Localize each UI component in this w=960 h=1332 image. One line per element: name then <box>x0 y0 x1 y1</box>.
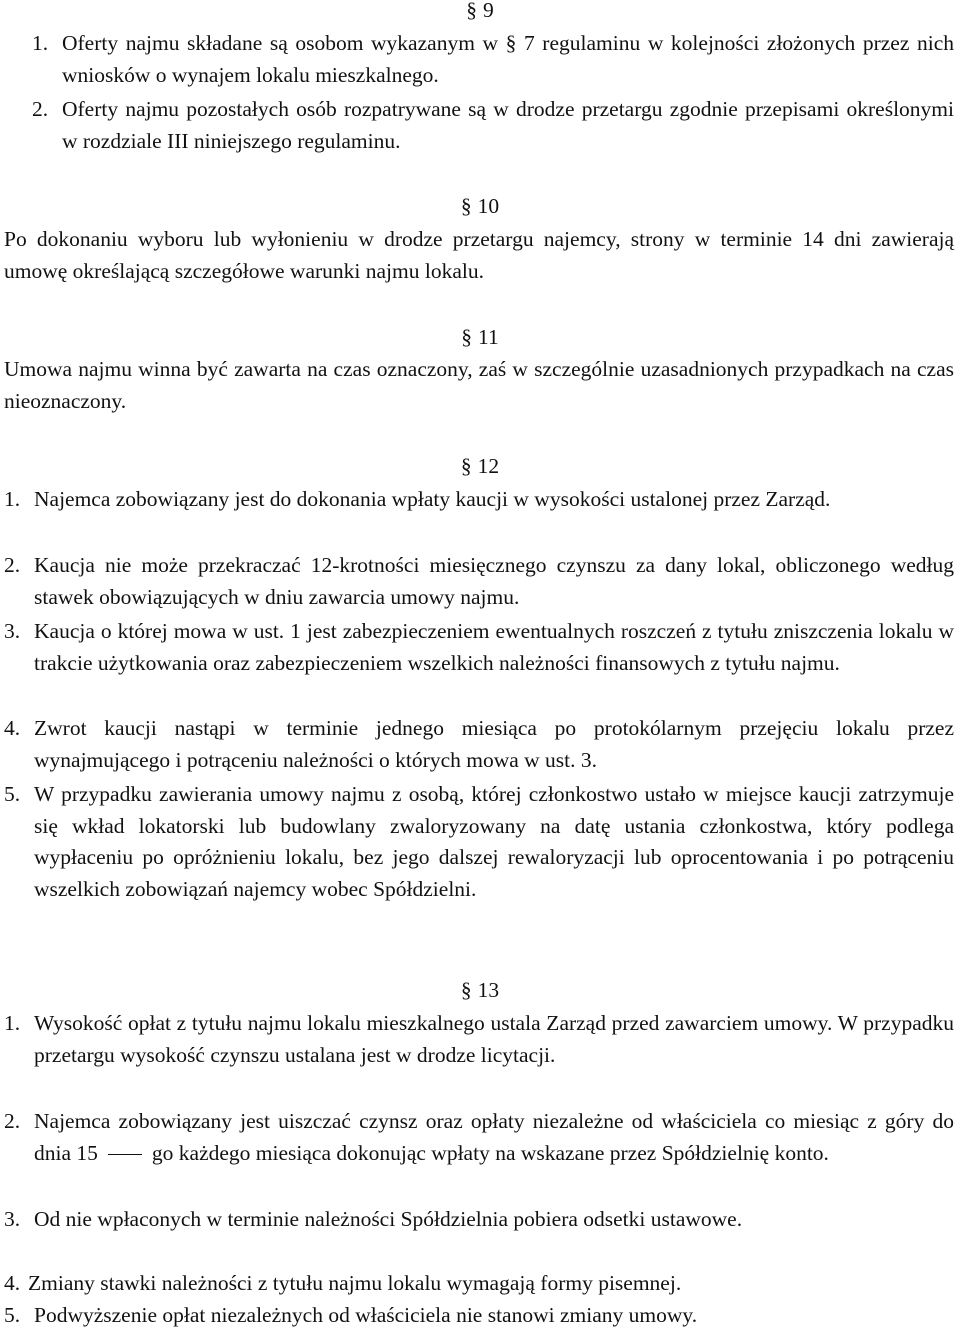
list-item <box>4 1300 954 1332</box>
list-item <box>4 94 954 157</box>
list-item <box>4 1204 954 1236</box>
item-text: W przypadku zawierania umowy najmu z osobą, której członkostwo ustało w miejsce kaucji zatrzymuje się wkład lokatorski lub budowlany zwaloryzowany na datę ustania członkostwa, który podlega wypłaceniu po opróżnieniu lokalu, bez jego dalszej rewaloryzacji lub oprocentowania i po potrąceniu wszelkich zobowiązań najemcy wobec Spółdzielni. <box>34 782 954 901</box>
section-number: 9 <box>483 0 494 22</box>
section-heading-9 <box>0 0 960 24</box>
section-heading-12 <box>0 452 960 480</box>
section-symbol: § <box>461 325 473 349</box>
list-item <box>4 1268 954 1300</box>
section-heading-11 <box>0 323 960 351</box>
section-symbol: § <box>460 194 472 218</box>
item-number: 3. <box>4 1207 21 1231</box>
item-text-part: Najemca zobowiązany jest uiszczać czynsz oraz opłaty niezależne od właściciela co miesiąc z góry do dnia 15 <box>34 1109 954 1165</box>
section-number: 13 <box>477 978 500 1002</box>
item-text: Podwyższenie opłat niezależnych od właściciela nie stanowi zmiany umowy. <box>34 1303 698 1327</box>
item-number: 2. <box>4 553 21 577</box>
section-paragraph: Umowa najmu winna być zawarta na czas oznaczony, zaś w szczególnie uzasadnionych przypadkach na czas nieoznaczony. <box>4 357 954 413</box>
dash-mark <box>108 1154 142 1156</box>
item-number: 1. <box>4 487 21 511</box>
item-text: Kaucja o której mowa w ust. 1 jest zabezpieczeniem ewentualnych roszczeń z tytułu zniszczenia lokalu w trakcie użytkowania oraz zabezpieczeniem wszelkich należności finansowych z tytułu najmu. <box>34 619 954 675</box>
list-item <box>4 484 954 516</box>
item-number: 4. <box>4 1271 21 1295</box>
section-symbol: § <box>460 978 472 1002</box>
item-number: 5. <box>4 782 21 806</box>
section-number: 12 <box>477 454 500 478</box>
list-item <box>4 779 954 905</box>
item-number: 2. <box>4 1109 21 1133</box>
item-text: Zwrot kaucji nastąpi w terminie jednego miesiąca po protokólarnym przejęciu lokalu przez wynajmującego i potrąceniu należności o których mowa w ust. 3. <box>34 716 954 772</box>
list-item <box>4 28 954 91</box>
section-heading-13 <box>0 976 960 1004</box>
item-text: Wysokość opłat z tytułu najmu lokalu mieszkalnego ustala Zarząd przed zawarciem umowy. W przypadku przetargu wysokość czynszu ustalana jest w drodze licytacji. <box>34 1011 954 1067</box>
section-heading-10 <box>0 192 960 220</box>
list-item <box>4 550 954 613</box>
section-paragraph: Po dokonaniu wyboru lub wyłonieniu w drodze przetargu najemcy, strony w terminie 14 dni zawierają umowę określającą szczegółowe warunki najmu lokalu. <box>4 227 954 283</box>
item-number: 3. <box>4 619 21 643</box>
item-text: Kaucja nie może przekraczać 12-krotności miesięcznego czynszu za dany lokal, obliczonego według stawek obowiązujących w dniu zawarcia umowy najmu. <box>34 553 954 609</box>
item-number: 2. <box>32 97 49 121</box>
item-text-part: go każdego miesiąca dokonując wpłaty na wskazane przez Spółdzielnię konto. <box>151 1140 829 1165</box>
list-item <box>4 616 954 679</box>
item-number: 1. <box>4 1011 21 1035</box>
item-number: 1. <box>32 31 49 55</box>
item-text: Od nie wpłaconych w terminie należności Spółdzielnia pobiera odsetki ustawowe. <box>34 1207 743 1231</box>
item-number: 4. <box>4 716 21 740</box>
item-text: Oferty najmu pozostałych osób rozpatrywane są w drodze przetargu zgodnie przepisami określonymi w rozdziale III niniejszego regulaminu. <box>62 97 954 153</box>
item-text: Najemca zobowiązany jest do dokonania wpłaty kaucji w wysokości ustalonej przez Zarząd. <box>34 487 831 511</box>
section-symbol: § <box>466 0 477 22</box>
item-text <box>34 1106 954 1169</box>
item-number: 5. <box>4 1303 21 1327</box>
item-text: Zmiany stawki należności z tytułu najmu lokalu wymagają formy pisemnej. <box>28 1271 682 1295</box>
list-item <box>4 713 954 776</box>
section-number: 11 <box>478 325 499 349</box>
item-text: Oferty najmu składane są osobom wykazanym w § 7 regulaminu w kolejności złożonych przez nich wniosków o wynajem lokalu mieszkalnego. <box>62 31 954 87</box>
section-symbol: § <box>460 454 472 478</box>
list-item <box>4 1106 954 1169</box>
list-item <box>4 1008 954 1071</box>
section-number: 10 <box>477 194 500 218</box>
